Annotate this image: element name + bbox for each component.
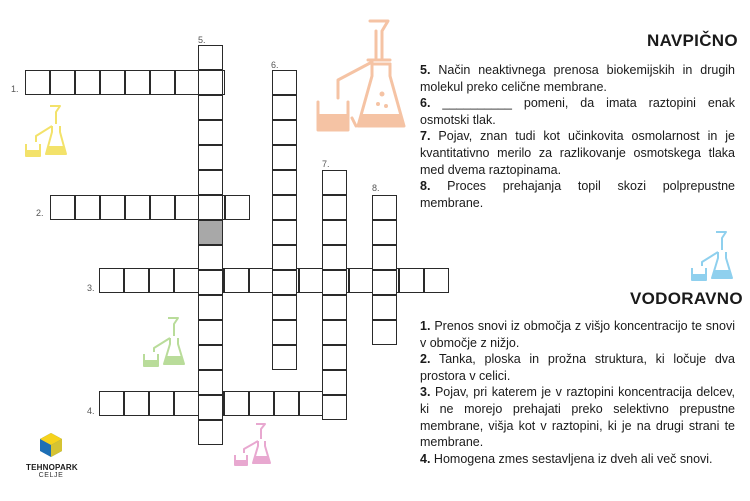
clue-across-4	[420, 451, 735, 468]
crossword-cell[interactable]	[174, 391, 199, 416]
label-down-5: 5.	[198, 35, 206, 45]
crossword-cell[interactable]	[198, 120, 223, 145]
crossword-cell[interactable]	[322, 245, 347, 270]
crossword-cell[interactable]	[198, 195, 223, 220]
crossword-cell[interactable]	[322, 370, 347, 395]
crossword-cell[interactable]	[372, 270, 397, 295]
crossword-cell[interactable]	[272, 120, 297, 145]
crossword-cell-blocked	[198, 220, 223, 245]
crossword-cell[interactable]	[75, 70, 100, 95]
crossword-cell[interactable]	[124, 268, 149, 293]
crossword-cell[interactable]	[198, 320, 223, 345]
clue-text: Tanka, ploska in prožna struktura, ki ločuje dva prostora v celici.	[420, 352, 735, 383]
crossword-cell[interactable]	[149, 268, 174, 293]
crossword-cell[interactable]	[100, 195, 125, 220]
crossword-cell[interactable]	[225, 195, 250, 220]
label-across-3: 3.	[87, 283, 95, 293]
crossword-cell[interactable]	[249, 268, 274, 293]
crossword-cell[interactable]	[125, 70, 150, 95]
lab-glassware-orange-icon	[312, 18, 412, 136]
lab-glassware-green-icon	[140, 316, 186, 370]
crossword-cell[interactable]	[224, 391, 249, 416]
crossword-cell[interactable]	[372, 320, 397, 345]
lab-glassware-pink-icon	[232, 422, 272, 468]
crossword-cell[interactable]	[150, 70, 175, 95]
crossword-cell[interactable]	[322, 170, 347, 195]
heading-down: NAVPIČNO	[647, 31, 738, 50]
lab-glassware-blue-icon	[688, 230, 734, 284]
crossword-cell[interactable]	[424, 268, 449, 293]
crossword-cell[interactable]	[124, 391, 149, 416]
crossword-cell[interactable]	[50, 195, 75, 220]
label-down-6: 6.	[271, 60, 279, 70]
crossword-cell[interactable]	[272, 70, 297, 95]
clue-number: 6.	[420, 96, 431, 111]
clue-down-8	[420, 178, 735, 211]
clue-number: 1.	[420, 319, 431, 333]
crossword-cell[interactable]	[322, 395, 347, 420]
crossword-cell[interactable]	[322, 345, 347, 370]
crossword-cell[interactable]	[198, 70, 223, 95]
clue-across-2	[420, 351, 735, 384]
crossword-cell[interactable]	[272, 345, 297, 370]
crossword-cell[interactable]	[198, 345, 223, 370]
down-clue-list	[420, 62, 735, 211]
clue-across-3	[420, 384, 735, 450]
clue-number: 7.	[420, 129, 431, 144]
crossword-cell[interactable]	[372, 245, 397, 270]
clue-across-1	[420, 318, 735, 351]
crossword-cell[interactable]	[175, 70, 200, 95]
crossword-cell[interactable]	[249, 391, 274, 416]
crossword-cell[interactable]	[272, 145, 297, 170]
clue-text: Pojav, znan tudi kot učinkovita osmolarnost in je kvantitativno merilo za razlikovanje osmotskega tlaka med dvema raztopinama.	[420, 129, 735, 177]
crossword-cell[interactable]	[372, 220, 397, 245]
crossword-cell[interactable]	[175, 195, 200, 220]
crossword-cell[interactable]	[272, 220, 297, 245]
crossword-cell[interactable]	[372, 195, 397, 220]
across-clue-list	[420, 318, 735, 467]
crossword-cell[interactable]	[198, 45, 223, 70]
clue-text: Prenos snovi iz območja z višjo koncentracijo te snovi v območje z nižjo.	[420, 319, 735, 350]
crossword-cell[interactable]	[198, 295, 223, 320]
crossword-cell[interactable]	[299, 391, 324, 416]
crossword-cell[interactable]	[272, 95, 297, 120]
tehnopark-logo	[26, 432, 76, 479]
clue-down-6	[420, 95, 735, 128]
clue-text: Homogena zmes sestavljena iz dveh ali več snovi.	[433, 451, 713, 466]
crossword-cell[interactable]	[299, 268, 324, 293]
crossword-cell[interactable]	[198, 245, 223, 270]
lab-glassware-yellow-icon	[22, 104, 68, 160]
clue-down-5	[420, 62, 735, 95]
crossword-cell[interactable]	[322, 320, 347, 345]
crossword-cell[interactable]	[198, 395, 223, 420]
label-across-2: 2.	[36, 208, 44, 218]
crossword-cell[interactable]	[25, 70, 50, 95]
crossword-cell[interactable]	[274, 391, 299, 416]
crossword-cell[interactable]	[198, 420, 223, 445]
crossword-cell[interactable]	[399, 268, 424, 293]
clue-text: Način neaktivnega prenosa biokemijskih in drugih molekul preko celične membrane.	[420, 63, 735, 94]
clue-number: 2.	[420, 352, 431, 367]
label-down-7: 7.	[322, 159, 330, 169]
crossword-cell[interactable]	[75, 195, 100, 220]
crossword-cell[interactable]	[198, 95, 223, 120]
logo-text-celje: CELJE	[38, 472, 64, 479]
clue-number: 5.	[420, 63, 431, 77]
logo-text-tehnopark: TEHNOPARK	[26, 463, 78, 472]
crossword-cell[interactable]	[198, 145, 223, 170]
crossword-cell[interactable]	[272, 245, 297, 270]
crossword-cell[interactable]	[272, 195, 297, 220]
crossword-cell[interactable]	[272, 320, 297, 345]
crossword-cell[interactable]	[372, 295, 397, 320]
clue-down-7	[420, 128, 735, 178]
crossword-cell[interactable]	[272, 295, 297, 320]
crossword-cell[interactable]	[322, 195, 347, 220]
crossword-cell[interactable]	[198, 170, 223, 195]
crossword-cell[interactable]	[50, 70, 75, 95]
clue-text: __________ pomeni, da imata raztopini enak osmotski tlak.	[420, 96, 735, 127]
crossword-cell[interactable]	[272, 270, 297, 295]
crossword-cell[interactable]	[322, 270, 347, 295]
crossword-cell[interactable]	[224, 268, 249, 293]
label-down-8: 8.	[372, 183, 380, 193]
label-across-4: 4.	[87, 406, 95, 416]
clue-text: Pojav, pri katerem je v raztopini koncentracija delcev, ki ne morejo prehajati preko selektivno prepustne membrane, višja kot v raztopini, ki je na drugi strani te membrane.	[420, 385, 735, 450]
crossword-cell[interactable]	[150, 195, 175, 220]
crossword-cell[interactable]	[99, 391, 124, 416]
crossword-cell[interactable]	[100, 70, 125, 95]
tehnopark-logo-icon	[39, 432, 63, 458]
crossword-cell[interactable]	[198, 370, 223, 395]
crossword-cell[interactable]	[149, 391, 174, 416]
crossword-cell[interactable]	[349, 268, 374, 293]
clue-number: 3.	[420, 385, 431, 400]
crossword-cell[interactable]	[125, 195, 150, 220]
crossword-cell[interactable]	[272, 170, 297, 195]
crossword-cell[interactable]	[322, 295, 347, 320]
clue-number: 8.	[420, 179, 431, 194]
clue-text: Proces prehajanja topil skozi polprepustne membrane.	[420, 179, 735, 210]
crossword-cell[interactable]	[99, 268, 124, 293]
label-across-1: 1.	[11, 84, 19, 94]
clue-number: 4.	[420, 451, 431, 466]
crossword-cell[interactable]	[322, 220, 347, 245]
crossword-cell[interactable]	[198, 270, 223, 295]
heading-across: VODORAVNO	[630, 289, 743, 308]
crossword-cell[interactable]	[174, 268, 199, 293]
